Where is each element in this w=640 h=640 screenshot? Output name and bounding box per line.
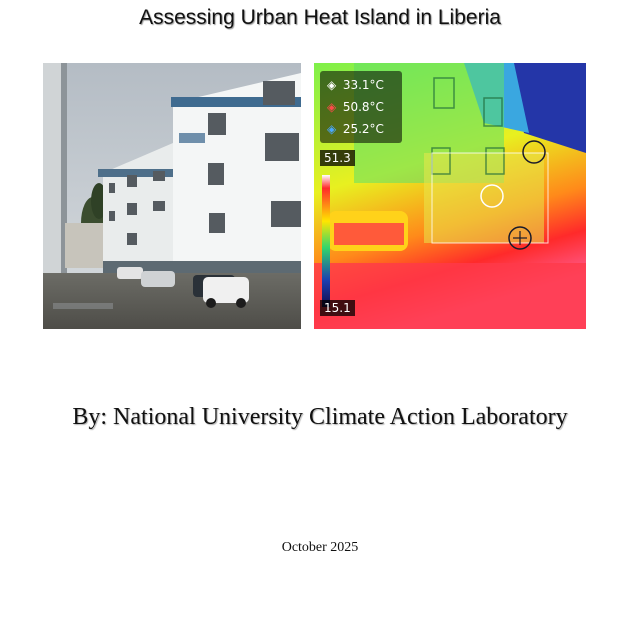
readout-value: 33.1°C <box>342 78 384 92</box>
building-photo <box>43 63 301 329</box>
document-title: Assessing Urban Heat Island in Liberia <box>139 6 501 29</box>
red-marker-icon: ◈ <box>327 100 337 114</box>
white-marker-icon: ◈ <box>327 78 337 92</box>
building-illustration <box>43 63 301 329</box>
blue-marker-icon: ◈ <box>327 122 337 136</box>
readout-value: 25.2°C <box>342 122 384 136</box>
scale-min-label: 15.1 <box>320 300 355 316</box>
author-byline: By: National University Climate Action Laboratory <box>72 404 568 430</box>
readout-red <box>327 100 384 114</box>
publication-date: October 2025 <box>281 540 359 555</box>
readout-white <box>327 78 384 92</box>
readout-value: 50.8°C <box>342 100 384 114</box>
thermal-scale-bar <box>322 175 330 307</box>
scale-max-label: 51.3 <box>320 150 355 166</box>
readout-blue <box>327 122 384 136</box>
